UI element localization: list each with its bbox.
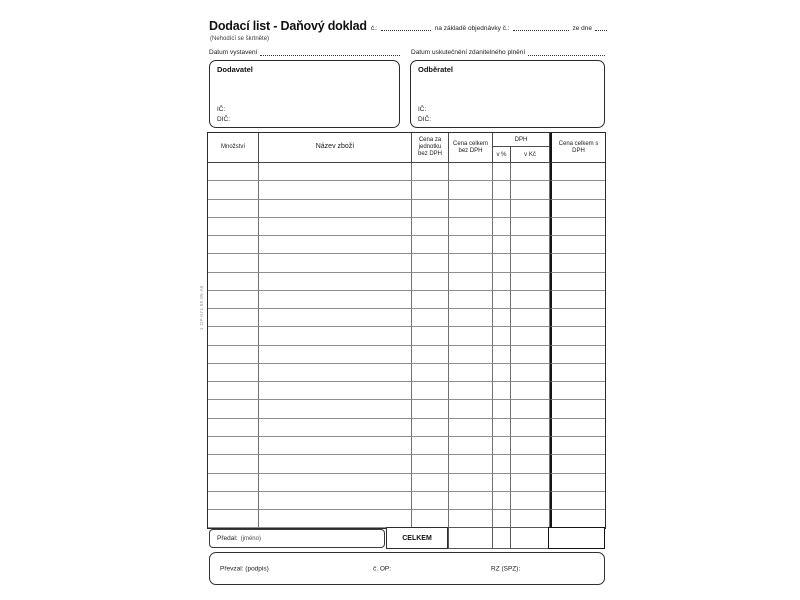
- total-vat-czk-cell: [510, 527, 550, 549]
- table-cell: [493, 437, 511, 455]
- table-cell: [412, 273, 449, 291]
- table-cell: [511, 254, 550, 272]
- table-cell: [511, 200, 550, 218]
- handed-over-box: [209, 529, 385, 548]
- table-cell: [493, 382, 511, 400]
- table-cell: [550, 163, 605, 181]
- total-vat-percent-cell: [492, 527, 511, 549]
- table-cell: [550, 364, 605, 382]
- table-cell: [259, 474, 412, 492]
- table-cell: [511, 346, 550, 364]
- table-cell: [259, 419, 412, 437]
- table-cell: [412, 181, 449, 199]
- print-code: 1 OP 074 05 05 A5: [199, 285, 204, 330]
- table-cell: [550, 254, 605, 272]
- total-with-vat-cell: [548, 527, 605, 549]
- table-cell: [208, 419, 259, 437]
- col-header-unit-price: Cena za jednotku bez DPH: [412, 133, 449, 163]
- table-cell: [511, 400, 550, 418]
- col-header-vat-czk: v Kč: [524, 151, 536, 158]
- table-cell: [259, 346, 412, 364]
- table-cell: [449, 327, 493, 345]
- table-cell: [511, 492, 550, 510]
- table-cell: [550, 492, 605, 510]
- customer-label: Odběratel: [418, 65, 454, 74]
- table-cell: [412, 346, 449, 364]
- table-cell: [449, 492, 493, 510]
- customer-ic-label: IČ:: [418, 106, 427, 114]
- table-cell: [412, 291, 449, 309]
- table-cell: [550, 455, 605, 473]
- received-label: Převzal: (podpis): [220, 565, 269, 572]
- table-cell: [208, 510, 259, 528]
- document-number-line: [381, 24, 431, 31]
- table-cell: [493, 364, 511, 382]
- table-cell: [208, 400, 259, 418]
- table-cell: [449, 400, 493, 418]
- table-cell: [259, 236, 412, 254]
- table-cell: [550, 327, 605, 345]
- issue-date-field: [209, 49, 400, 58]
- table-cell: [511, 273, 550, 291]
- table-cell: [208, 163, 259, 181]
- items-table: [207, 132, 606, 529]
- table-cell: [493, 510, 511, 528]
- plate-label: RZ (SPZ):: [491, 565, 521, 572]
- table-cell: [493, 236, 511, 254]
- table-cell: [493, 163, 511, 181]
- table-cell: [208, 254, 259, 272]
- table-cell: [208, 364, 259, 382]
- table-cell: [449, 218, 493, 236]
- table-cell: [511, 163, 550, 181]
- table-cell: [550, 474, 605, 492]
- received-box: [209, 552, 605, 585]
- table-cell: [493, 273, 511, 291]
- table-cell: [208, 200, 259, 218]
- table-cell: [493, 181, 511, 199]
- table-cell: [449, 273, 493, 291]
- table-cell: [550, 400, 605, 418]
- table-cell: [412, 309, 449, 327]
- table-cell: [511, 291, 550, 309]
- order-date-label: ze dne: [572, 25, 593, 32]
- table-cell: [412, 163, 449, 181]
- table-cell: [259, 510, 412, 528]
- table-cell: [511, 364, 550, 382]
- table-cell: [208, 236, 259, 254]
- table-cell: [259, 382, 412, 400]
- table-cell: [412, 327, 449, 345]
- table-cell: [208, 218, 259, 236]
- id-card-label: č. OP:: [373, 565, 392, 572]
- table-cell: [511, 382, 550, 400]
- table-cell: [449, 181, 493, 199]
- table-cell: [259, 200, 412, 218]
- table-cell: [259, 273, 412, 291]
- dates-row: [209, 49, 605, 58]
- col-header-vat-group: [493, 133, 550, 163]
- table-cell: [449, 200, 493, 218]
- supplier-ic-label: IČ:: [217, 106, 226, 114]
- table-cell: [493, 492, 511, 510]
- col-header-quantity: Množství: [208, 133, 259, 163]
- table-cell: [449, 419, 493, 437]
- table-cell: [208, 273, 259, 291]
- table-cell: [412, 492, 449, 510]
- customer-box: [410, 60, 605, 128]
- table-cell: [412, 455, 449, 473]
- vat-subheaders: [493, 147, 549, 162]
- table-cell: [208, 309, 259, 327]
- document-number-label: č.:: [370, 25, 378, 32]
- table-cell: [208, 327, 259, 345]
- table-cell: [511, 181, 550, 199]
- table-cell: [493, 291, 511, 309]
- col-header-total-with-vat: Cena celkem s DPH: [550, 133, 605, 163]
- table-cell: [259, 327, 412, 345]
- table-cell: [449, 346, 493, 364]
- table-cell: [449, 474, 493, 492]
- table-cell: [449, 437, 493, 455]
- supplier-ids: [217, 105, 230, 124]
- col-header-vat-percent: v %: [493, 147, 511, 162]
- table-cell: [511, 437, 550, 455]
- table-cell: [259, 364, 412, 382]
- table-cell: [208, 437, 259, 455]
- table-cell: [550, 200, 605, 218]
- table-cell: [449, 309, 493, 327]
- table-cell: [412, 218, 449, 236]
- total-no-vat-cell: [448, 527, 493, 549]
- table-cell: [511, 474, 550, 492]
- supplier-label: Dodavatel: [217, 65, 253, 74]
- customer-dic-label: DIČ:: [418, 115, 431, 123]
- table-cell: [493, 346, 511, 364]
- table-cell: [550, 236, 605, 254]
- table-cell: [550, 181, 605, 199]
- table-cell: [259, 400, 412, 418]
- table-cell: [493, 400, 511, 418]
- col-header-goods-name: Název zboží: [259, 133, 412, 163]
- table-cell: [493, 254, 511, 272]
- table-cell: [550, 309, 605, 327]
- table-cell: [208, 346, 259, 364]
- table-cell: [259, 455, 412, 473]
- table-cell: [449, 236, 493, 254]
- table-cell: [511, 327, 550, 345]
- col-header-vat: DPH: [493, 133, 549, 147]
- table-cell: [511, 419, 550, 437]
- table-cell: [493, 309, 511, 327]
- table-cell: [208, 291, 259, 309]
- table-cell: [511, 309, 550, 327]
- table-cell: [449, 455, 493, 473]
- table-cell: [511, 218, 550, 236]
- table-cell: [412, 200, 449, 218]
- col-header-total-no-vat: Cena celkem bez DPH: [449, 133, 493, 163]
- table-cell: [449, 382, 493, 400]
- order-number-line: [513, 24, 569, 31]
- table-cell: [259, 291, 412, 309]
- table-cell: [259, 254, 412, 272]
- table-cell: [493, 327, 511, 345]
- table-cell: [550, 437, 605, 455]
- supplier-box: [209, 60, 400, 128]
- table-cell: [412, 437, 449, 455]
- table-cell: [208, 492, 259, 510]
- table-cell: [449, 510, 493, 528]
- strike-out-note: (Nehodící se škrtněte): [210, 36, 270, 42]
- table-cell: [550, 510, 605, 528]
- table-cell: [511, 236, 550, 254]
- table-cell: [259, 492, 412, 510]
- table-cell: [412, 474, 449, 492]
- table-cell: [449, 364, 493, 382]
- table-cell: [259, 218, 412, 236]
- table-cell: [412, 382, 449, 400]
- table-cell: [412, 510, 449, 528]
- table-cell: [412, 364, 449, 382]
- handed-over-hint: (jméno): [240, 535, 261, 542]
- table-cell: [550, 382, 605, 400]
- table-cell: [550, 419, 605, 437]
- table-cell: [511, 455, 550, 473]
- supplier-dic-label: DIČ:: [217, 115, 230, 123]
- taxable-date-field: [411, 49, 605, 58]
- table-cell: [493, 200, 511, 218]
- table-cell: [208, 455, 259, 473]
- table-cell: [550, 273, 605, 291]
- form-title-row: [209, 19, 607, 33]
- table-cell: [412, 254, 449, 272]
- table-cell: [449, 254, 493, 272]
- table-cell: [550, 291, 605, 309]
- taxable-date-label: Datum uskutečnění zdanitelného plnění: [411, 49, 526, 56]
- total-label-cell: CELKEM: [386, 527, 448, 549]
- table-cell: [493, 474, 511, 492]
- table-cell: [412, 419, 449, 437]
- table-cell: [550, 346, 605, 364]
- issue-date-line: [260, 49, 400, 56]
- table-cell: [208, 474, 259, 492]
- table-cell: [412, 236, 449, 254]
- table-cell: [259, 163, 412, 181]
- table-cell: [259, 309, 412, 327]
- table-cell: [550, 218, 605, 236]
- table-cell: [449, 291, 493, 309]
- table-cell: [493, 455, 511, 473]
- form-title: Dodací list - Daňový doklad: [209, 19, 367, 33]
- order-date-line: [595, 24, 607, 31]
- taxable-date-line: [528, 49, 605, 56]
- table-cell: [511, 510, 550, 528]
- table-cell: [208, 382, 259, 400]
- table-cell: [449, 163, 493, 181]
- table-cell: [493, 419, 511, 437]
- table-cell: [259, 181, 412, 199]
- table-cell: [259, 437, 412, 455]
- handed-over-label: Předal:: [217, 535, 238, 542]
- table-cell: [412, 400, 449, 418]
- customer-ids: [418, 105, 431, 124]
- table-cell: [208, 181, 259, 199]
- table-cell: [493, 218, 511, 236]
- order-number-label: na základě objednávky č.:: [434, 25, 510, 32]
- issue-date-label: Datum vystavení: [209, 49, 258, 56]
